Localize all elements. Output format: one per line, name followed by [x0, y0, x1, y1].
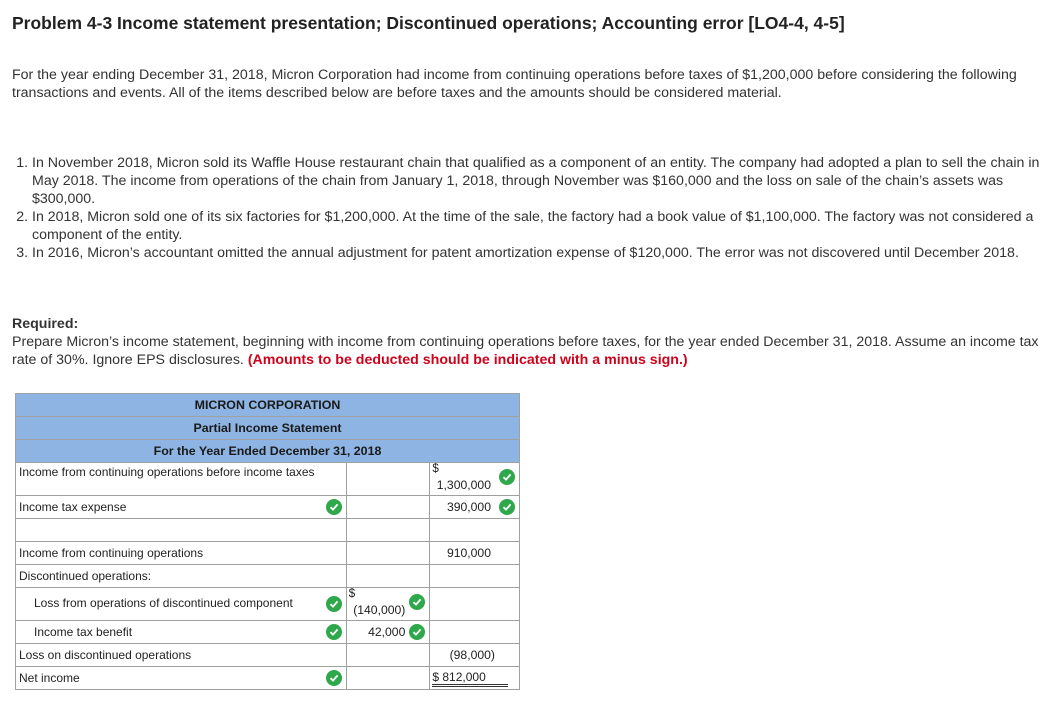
mid-cell[interactable]: [347, 519, 431, 541]
required-note: (Amounts to be deducted should be indicated with a minus sign.): [247, 352, 688, 368]
disc-header: Discontinued operations:: [19, 569, 152, 583]
check-icon: [409, 594, 425, 610]
currency-symbol: $: [348, 588, 356, 600]
required-text: Prepare Micron’s income statement, beginning with income from continuing operations before taxes, for the year ended December 31, 2018. Assume an income tax rate of 30%. Ignore EPS disclosures.: [12, 334, 1039, 368]
mid-cell[interactable]: [347, 667, 431, 689]
disc-loss-cell[interactable]: [347, 588, 431, 620]
required-section: [12, 315, 1042, 369]
tax-benefit-cell[interactable]: [347, 621, 431, 643]
table-row: [15, 542, 520, 565]
statement-period: For the Year Ended December 31, 2018: [15, 439, 520, 463]
check-icon: [499, 499, 515, 515]
tax-label: Income tax expense: [19, 500, 127, 514]
pretax-label: Income from continuing operations before income taxes: [19, 465, 315, 479]
statement-name: Partial Income Statement: [15, 416, 520, 439]
loss-disc-label: Loss on discontinued operations: [19, 648, 192, 662]
tax-benefit-label: Income tax benefit: [34, 625, 133, 639]
income-statement-table: [15, 393, 520, 690]
mid-cell[interactable]: [347, 463, 431, 495]
required-body: [12, 333, 1042, 369]
loss-disc-value: (98,000): [449, 648, 495, 662]
table-row: [15, 565, 520, 588]
tax-benefit-value: 42,000: [368, 625, 406, 639]
list-item: 1. In November 2018, Micron sold its Waffle House restaurant chain that qualified as a component of an entity. The company had adopted a plan to sell the chain in May 2018. The income from operations of the chain from January 1, 2018, through November was $160,000 and the loss on sale of the chain’s assets was $300,000.: [32, 154, 1052, 208]
row-label-cell: [16, 565, 347, 587]
row-label-cell[interactable]: [16, 588, 347, 620]
row-label-cell: [16, 463, 347, 495]
cont-ops-value: 910,000: [446, 546, 491, 560]
table-row: [15, 621, 520, 644]
right-cell[interactable]: [430, 565, 519, 587]
loss-disc-cell[interactable]: [430, 644, 519, 666]
check-icon: [409, 624, 425, 640]
tax-value: 390,000: [446, 500, 491, 514]
row-label-cell[interactable]: [16, 621, 347, 643]
event-list: [12, 154, 1052, 262]
cont-ops-label: Income from continuing operations: [19, 546, 204, 560]
table-row: [15, 588, 520, 621]
check-icon: [326, 499, 342, 515]
list-item: 3. In 2016, Micron’s accountant omitted the annual adjustment for patent amortization expense of $120,000. The error was not discovered until December 2018.: [32, 244, 1052, 262]
mid-cell[interactable]: [347, 542, 431, 564]
intro-paragraph: For the year ending December 31, 2018, Micron Corporation had income from continuing operations before taxes of $1,200,000 before considering the following transactions and events. All of the items described below are before taxes and the amounts should be considered material.: [12, 67, 1017, 101]
net-income-value: $ 812,000: [432, 670, 507, 687]
check-icon: [326, 624, 342, 640]
disc-loss-value: (140,000): [353, 603, 406, 617]
net-income-cell[interactable]: [430, 667, 519, 689]
row-label-cell: [16, 542, 347, 564]
problem-title: Problem 4-3 Income statement presentation; Discontinued operations; Accounting error [LO4-4, 4-5]: [12, 13, 845, 33]
table-row: [15, 496, 520, 519]
tax-cell[interactable]: [430, 496, 519, 518]
company-name: MICRON CORPORATION: [15, 393, 520, 416]
row-label-cell[interactable]: [16, 496, 347, 518]
net-income-label: Net income: [19, 671, 80, 685]
disc-loss-label: Loss from operations of discontinued component: [34, 596, 293, 610]
cont-ops-cell[interactable]: [430, 542, 519, 564]
required-label: Required:: [12, 316, 79, 332]
row-label-cell[interactable]: [16, 667, 347, 689]
mid-cell[interactable]: [347, 644, 431, 666]
table-row: [15, 644, 520, 667]
list-item: 2. In 2018, Micron sold one of its six factories for $1,200,000. At the time of the sale, the factory had a book value of $1,100,000. The factory was not considered a component of the entity.: [32, 208, 1052, 244]
row-label-cell: [16, 644, 347, 666]
pretax-cell[interactable]: [430, 463, 519, 495]
currency-symbol: $: [432, 463, 439, 475]
mid-cell[interactable]: [347, 496, 431, 518]
right-cell[interactable]: [430, 621, 519, 643]
check-icon: [499, 469, 515, 485]
mid-cell[interactable]: [347, 565, 431, 587]
check-icon: [326, 596, 342, 612]
row-label-cell[interactable]: [16, 519, 347, 541]
right-cell[interactable]: [430, 519, 519, 541]
table-row: [15, 667, 520, 690]
table-row: [15, 463, 520, 496]
pretax-value: 1,300,000: [436, 478, 491, 492]
table-row: [15, 519, 520, 542]
check-icon: [326, 670, 342, 686]
right-cell[interactable]: [430, 588, 519, 620]
